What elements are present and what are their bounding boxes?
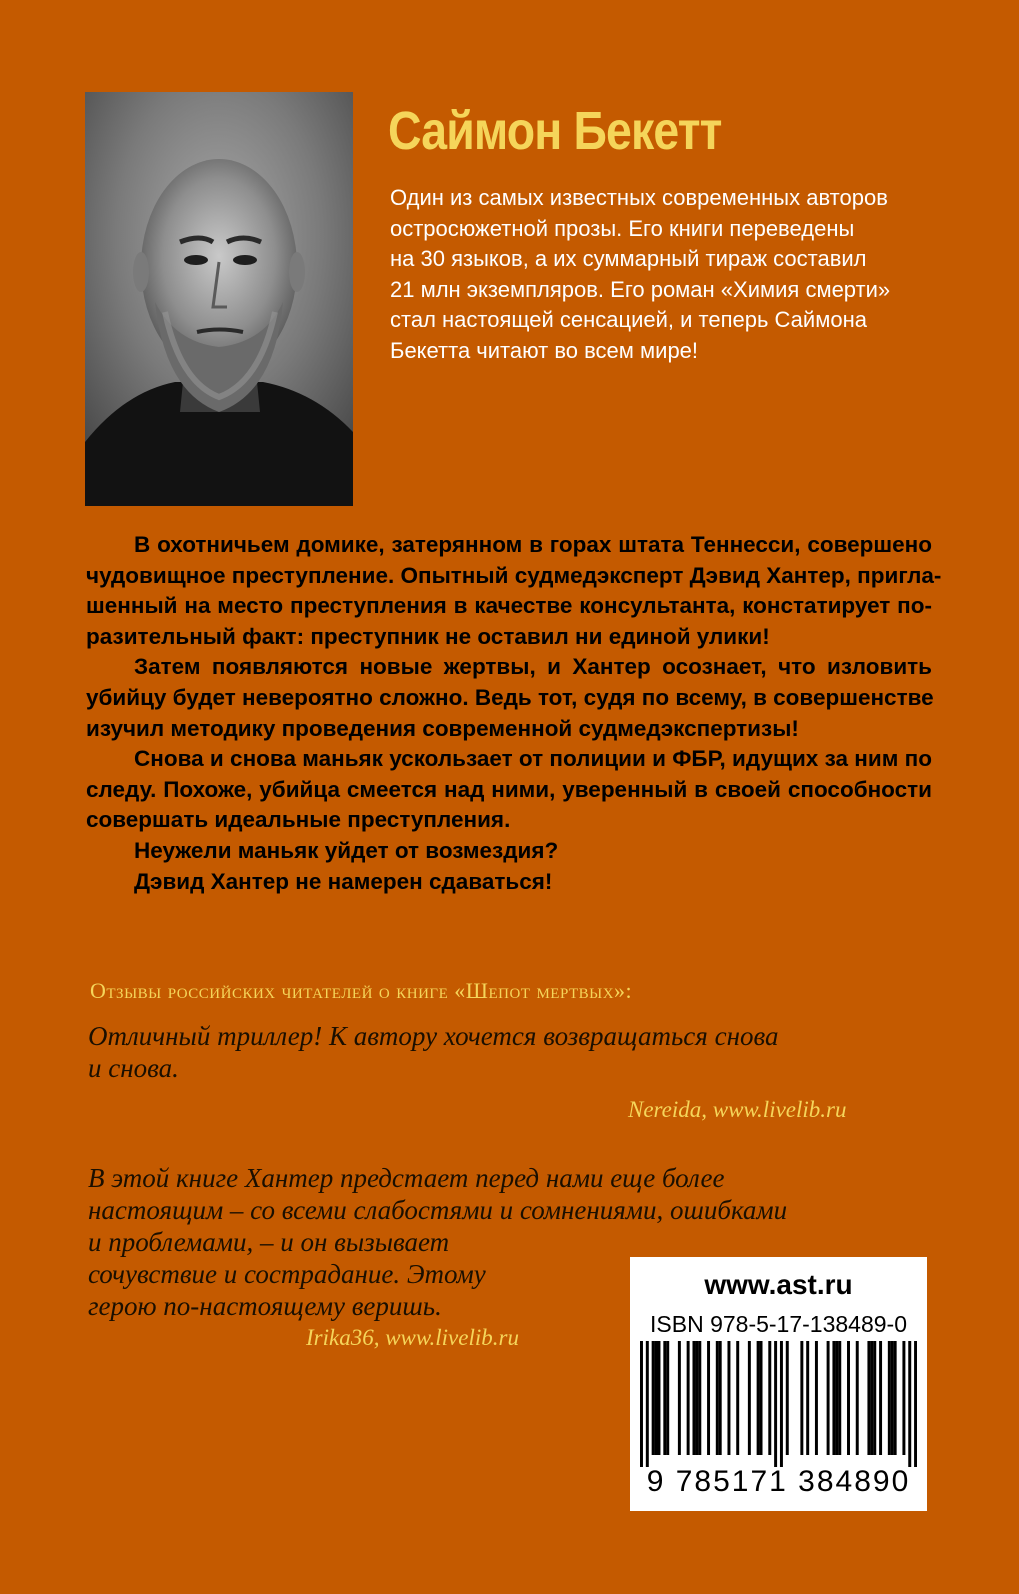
barcode-bar [835,1341,838,1455]
barcode-bar [870,1341,873,1455]
barcode-bar [655,1341,658,1455]
barcode-bar [879,1341,882,1455]
barcode-image [640,1341,917,1467]
barcode-bar [847,1341,850,1455]
barcode-bar [748,1341,751,1455]
barcode-bar [736,1341,739,1455]
barcode-bar [894,1341,897,1455]
review-line: сочувствие и сострадание. Этому [88,1259,486,1289]
reviews-heading: Отзывы российских читателей о книге «Шепот мертвых»: [90,978,633,1003]
barcode-bar [815,1341,818,1455]
barcode-bar [698,1341,701,1455]
barcode-bar [908,1341,911,1467]
barcode-bar [652,1341,655,1455]
barcode-bar [716,1341,719,1455]
barcode-bar [838,1341,841,1455]
review-line: Отличный триллер! К автору хочется возвращаться снова [88,1021,779,1051]
isbn-text: ISBN 978-5-17-138489-0 [650,1311,907,1337]
synopsis-line: В охотничьем домике, затерянном в горах штата Теннесси, совершено [134,532,932,557]
barcode-bar [719,1341,722,1455]
synopsis-line: Неужели маньяк уйдет от возмездия? [134,837,559,863]
synopsis-line: следу. Похоже, убийца смеется над ними, уверенный в своей способности [86,776,932,802]
bio-line: Бекетта читают во всем мире! [390,337,699,363]
barcode-bar [827,1341,830,1455]
synopsis-line: Дэвид Хантер не намерен сдаваться! [134,868,553,894]
barcode-panel [630,1257,927,1511]
barcode-bar [657,1341,660,1455]
review-line: В этой книге Хантер предстает перед нами еще более [88,1163,725,1193]
publisher-url: www.ast.ru [704,1269,853,1300]
review-line: настоящим – со всеми слабостями и сомнениями, ошибками [88,1195,788,1225]
barcode-bar [640,1341,643,1467]
bio-line: 21 млн экземпляров. Его роман «Химия смерти» [390,276,891,302]
barcode-bar [774,1341,777,1467]
barcode-bar [867,1341,870,1455]
review-quote [88,1020,779,1084]
barcode-bar [856,1341,859,1455]
bio-line: на 30 языков, а их суммарный тираж составил [390,246,867,271]
barcode-bar [678,1341,681,1455]
synopsis-line: Снова и снова маньяк ускользает от полиции и ФБР, идущих за ним по [134,746,932,772]
barcode-bar [800,1341,803,1455]
review-source: Irika36, www.livelib.ru [306,1325,519,1350]
author-bio [390,183,891,366]
synopsis-line: чудовищное преступление. Опытный судмедэксперт Дэвид Хантер, пригла- [86,562,942,588]
bio-line: остросюжетной прозы. Его книги переведены [390,215,855,241]
barcode-digits: 9 785171 384890 [646,1465,911,1498]
barcode-bar [902,1341,905,1455]
barcode-bar [891,1341,894,1455]
barcode-bar [780,1341,783,1467]
synopsis-line: изучил методику проведения современной судмедэкспертизы! [86,715,799,741]
synopsis-line: Затем появляются новые жертвы, и Хантер осознает, что изловить [134,654,932,680]
synopsis-line: убийцу будет невероятно сложно. Ведь тот, судя по всему, в совершенстве [86,684,934,710]
barcode-bar [888,1341,891,1455]
synopsis-line: совершать идеальные преступления. [86,807,511,833]
review-line: герою по-настоящему веришь. [88,1291,442,1321]
barcode-bar [687,1341,690,1455]
barcode-bar [663,1341,666,1455]
barcode-bar [806,1341,809,1455]
bio-line: стал настоящей сенсацией, и теперь Саймона [390,307,867,332]
barcode-bar [646,1341,649,1467]
bio-line: Один из самых известных современных авторов [390,185,888,210]
barcode-bar [786,1341,789,1455]
barcode-bar [873,1341,876,1455]
barcode-bar [727,1341,730,1455]
barcode-bar [760,1341,763,1455]
author-portrait-image [85,92,353,506]
barcode-bar [914,1341,917,1467]
barcode-bar [768,1341,771,1455]
author-name: Саймон Бекетт [388,101,722,161]
barcode-bar [695,1341,698,1455]
review-line: и снова. [88,1053,179,1083]
synopsis-line: разительный факт: преступник не оставил ни единой улики! [86,623,770,649]
synopsis-line: шенный на место преступления в качестве консультанта, констатирует по- [86,593,932,619]
review-line: и проблемами, – и он вызывает [88,1227,450,1257]
review-source: Nereida, www.livelib.ru [628,1097,847,1122]
barcode-bar [757,1341,760,1455]
author-photo [85,92,353,506]
barcode-bar [832,1341,835,1455]
barcode-bar [692,1341,695,1455]
barcode-bar [666,1341,669,1455]
barcode-bar [707,1341,710,1455]
book-synopsis [86,530,942,897]
